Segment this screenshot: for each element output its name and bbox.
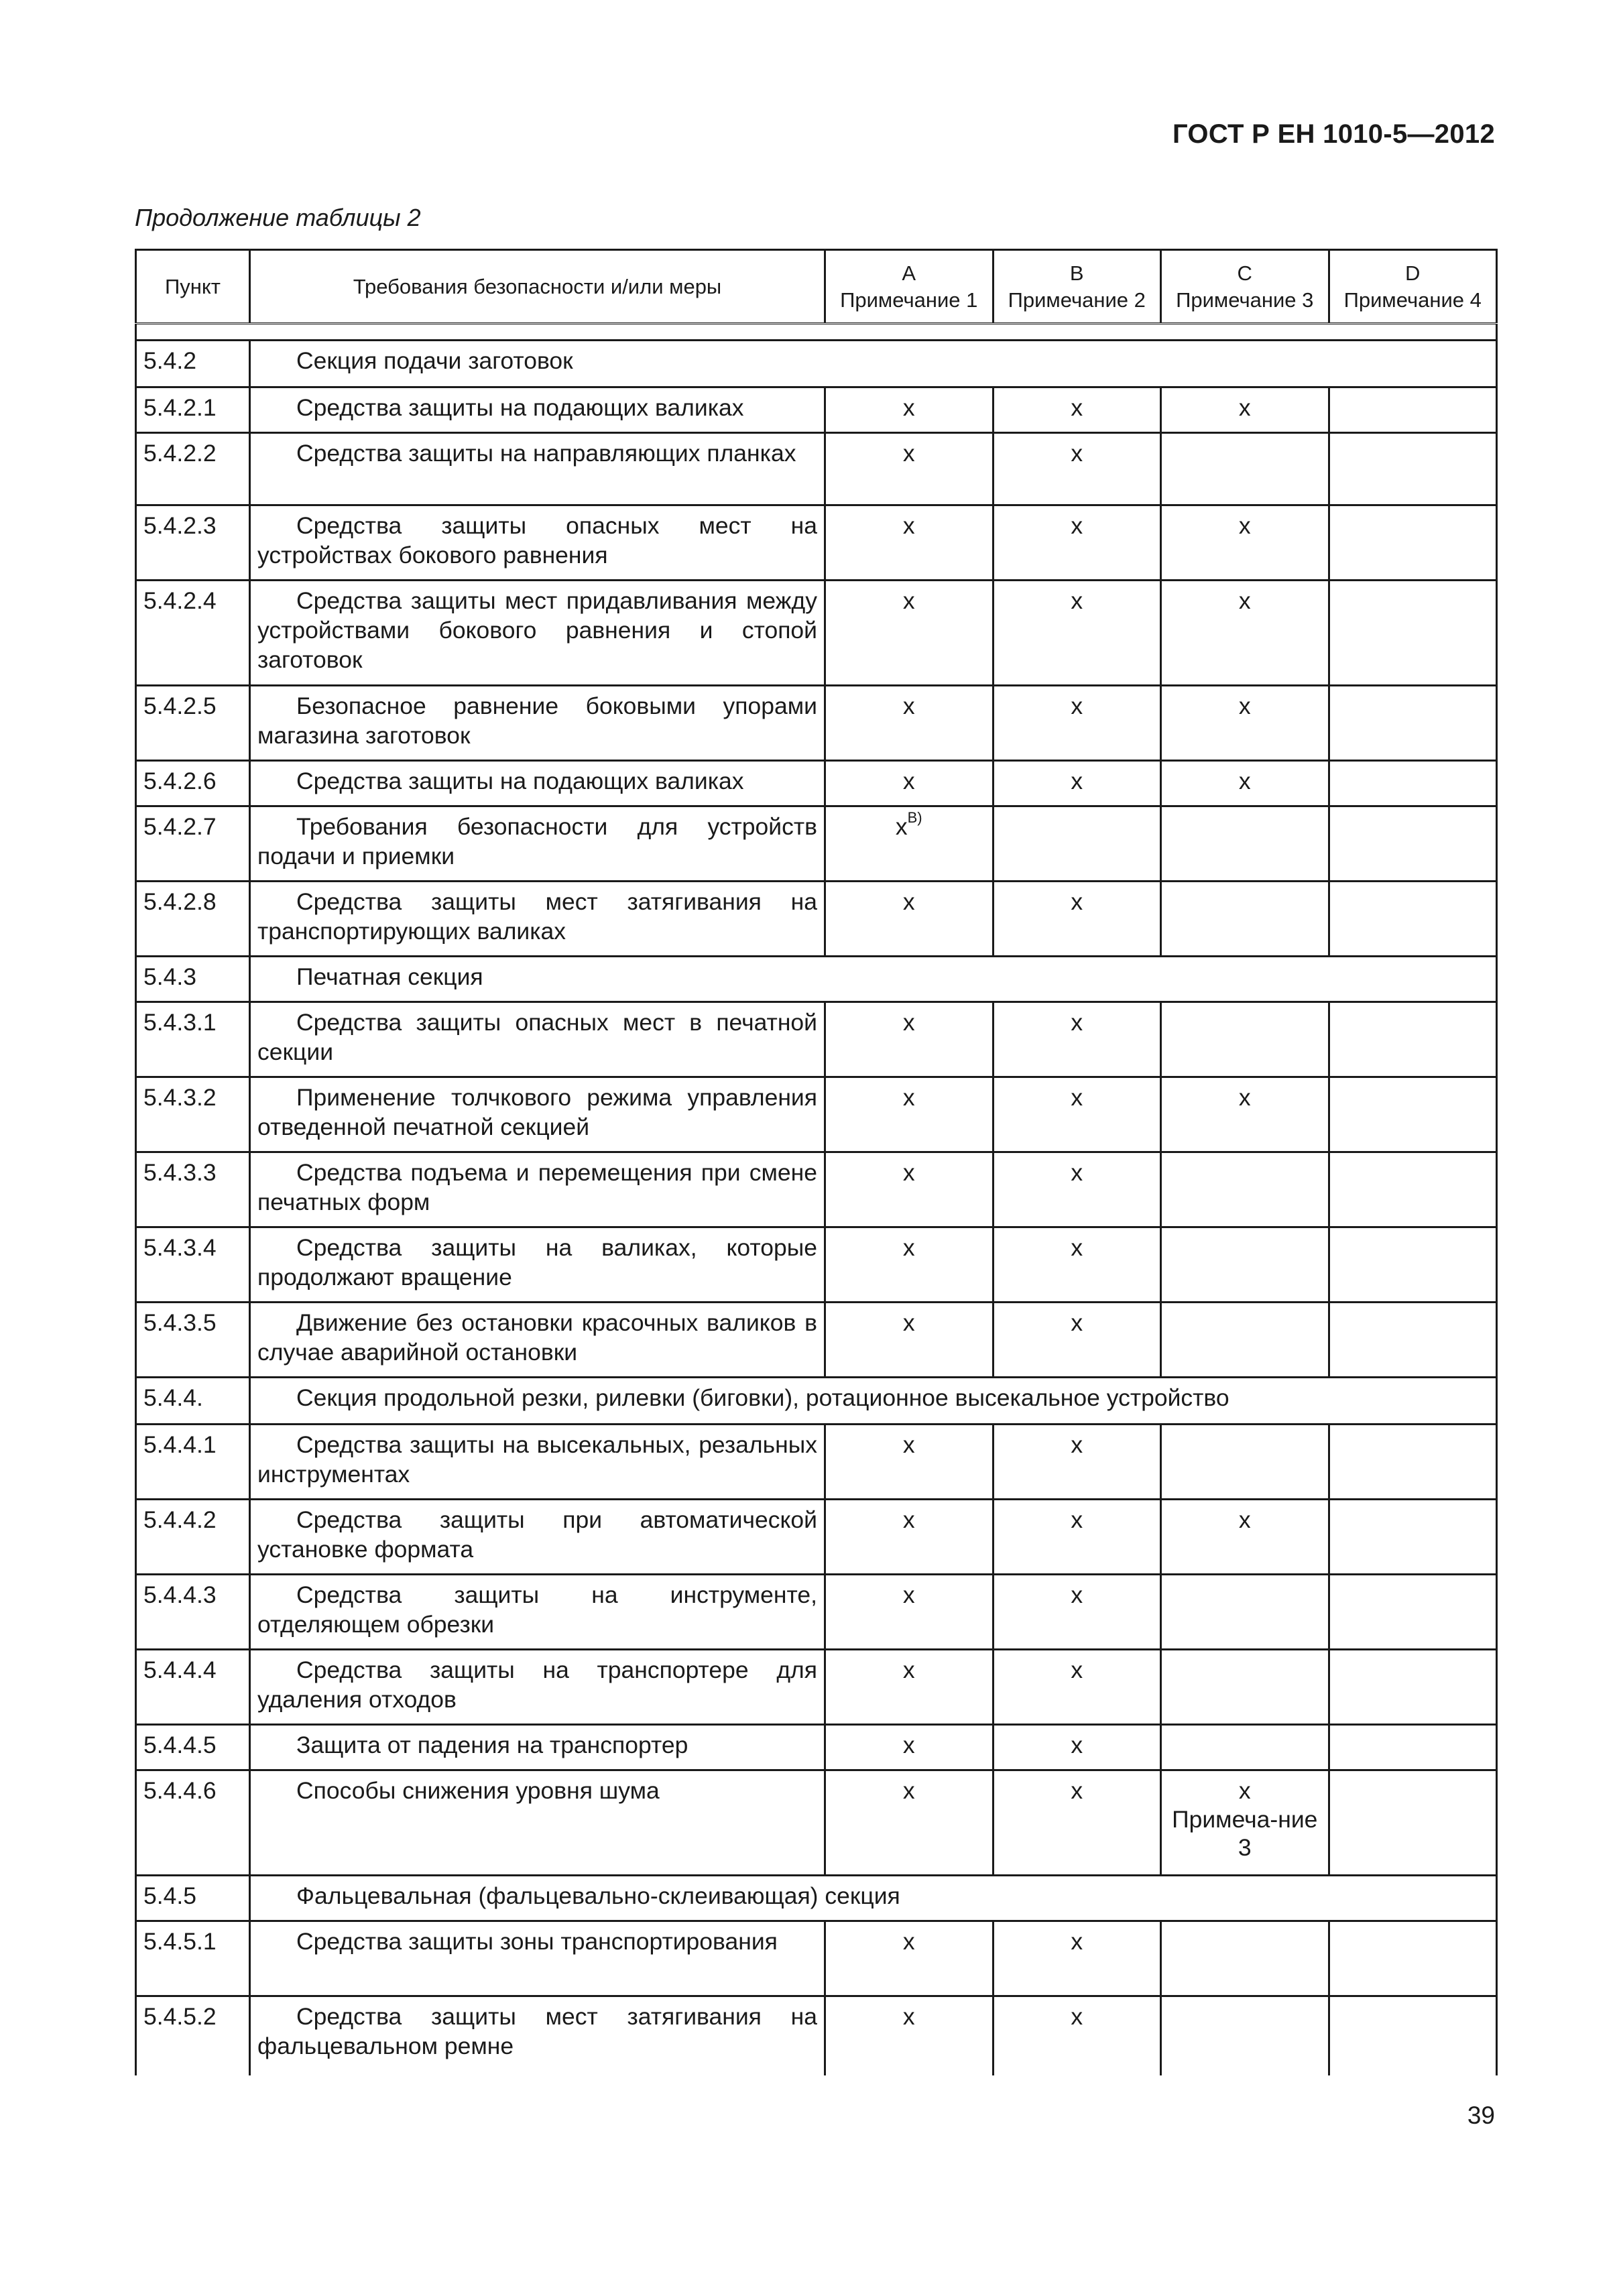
row-number: 5.4.2.3 (136, 505, 250, 581)
table-row (136, 433, 1497, 505)
row-number: 5.4.4.3 (136, 1575, 250, 1650)
mark-x: x (1238, 1506, 1251, 1533)
requirement-text: Средства защиты на направляющих планках (250, 433, 825, 505)
mark-x: x (1071, 1159, 1083, 1186)
mark-x: x (1071, 692, 1083, 719)
table-row (136, 1876, 1497, 1921)
mark-cell-b (993, 1425, 1161, 1500)
mark-x: x (1071, 1581, 1083, 1608)
mark-x: x (902, 692, 915, 719)
mark-cell-b (993, 1650, 1161, 1725)
table-row (136, 1227, 1497, 1303)
mark-cell-c (1161, 581, 1329, 686)
mark-cell-a (825, 1303, 994, 1378)
mark-x: x (1071, 1009, 1083, 1036)
column-header-requirements: Требования безопасности и/или меры (250, 250, 825, 324)
requirement-text: Средства защиты опасных мест на устройствах бокового равнения (250, 505, 825, 581)
mark-cell-c (1161, 1425, 1329, 1500)
mark-cell-d (1329, 387, 1497, 433)
mark-x: x (902, 440, 915, 467)
mark-x: x (902, 1009, 915, 1036)
mark-x: x (902, 1431, 915, 1458)
mark-cell-c (1161, 433, 1329, 505)
mark-x: x (902, 1506, 915, 1533)
mark-x: x (1071, 587, 1083, 614)
mark-x: x (1071, 512, 1083, 539)
column-note: Примечание 4 (1343, 288, 1482, 312)
row-number: 5.4.4.6 (136, 1770, 250, 1876)
column-header-b (993, 250, 1161, 324)
mark-cell-c (1161, 1303, 1329, 1378)
mark-x: x (902, 1581, 915, 1608)
row-number: 5.4.4. (136, 1378, 250, 1425)
mark-cell-d (1329, 806, 1497, 882)
mark-cell-c (1161, 882, 1329, 957)
section-title: Секция продольной резки, рилевки (биговки), ротационное высекальное устройство (250, 1378, 1497, 1425)
mark-x: x (895, 813, 908, 840)
mark-cell-d (1329, 1002, 1497, 1077)
row-number: 5.4.2.8 (136, 882, 250, 957)
requirement-text: Средства защиты на валиках, которые продолжают вращение (250, 1227, 825, 1303)
requirement-text: Защита от падения на транспортер (250, 1725, 825, 1770)
mark-cell-a (825, 1500, 994, 1575)
mark-x: x (1071, 1656, 1083, 1683)
table-header-row (136, 250, 1497, 324)
table-row (136, 1725, 1497, 1770)
mark-x: x (1071, 1506, 1083, 1533)
row-number: 5.4.2.4 (136, 581, 250, 686)
mark-cell-b (993, 1152, 1161, 1227)
requirement-text: Средства защиты на инструменте, отделяющем обрезки (250, 1575, 825, 1650)
mark-cell-d (1329, 1077, 1497, 1152)
mark-cell-d (1329, 686, 1497, 761)
mark-x: x (902, 587, 915, 614)
mark-cell-c (1161, 1500, 1329, 1575)
mark-cell-d (1329, 882, 1497, 957)
mark-cell-d (1329, 1650, 1497, 1725)
table-row (136, 1077, 1497, 1152)
row-number: 5.4.3.2 (136, 1077, 250, 1152)
table-row (136, 1425, 1497, 1500)
requirement-text: Средства защиты на подающих валиках (250, 387, 825, 433)
mark-x: x (1071, 1084, 1083, 1111)
column-note: Примечание 1 (840, 288, 978, 312)
row-number: 5.4.4.2 (136, 1500, 250, 1575)
mark-x: x (902, 512, 915, 539)
mark-cell-d (1329, 761, 1497, 806)
column-letter: B (1069, 261, 1084, 285)
mark-cell-d (1329, 1921, 1497, 1996)
mark-x: x (1238, 1084, 1251, 1111)
mark-x: x (902, 1732, 915, 1758)
row-number: 5.4.2.2 (136, 433, 250, 505)
column-header-a (825, 250, 994, 324)
page-number: 39 (1467, 2102, 1495, 2129)
requirement-text: Средства защиты на транспортере для удаления отходов (250, 1650, 825, 1725)
table-row (136, 1303, 1497, 1378)
mark-cell-b (993, 686, 1161, 761)
row-number: 5.4.2.5 (136, 686, 250, 761)
requirement-text: Средства защиты мест затягивания на транспортирующих валиках (250, 882, 825, 957)
mark-cell-c (1161, 1077, 1329, 1152)
mark-cell-a (825, 1575, 994, 1650)
mark-cell-b (993, 1227, 1161, 1303)
mark-x: x (902, 1234, 915, 1261)
mark-x: x (902, 1928, 915, 1955)
mark-cell-a (825, 761, 994, 806)
mark-cell-a (825, 1002, 994, 1077)
table-row (136, 1500, 1497, 1575)
mark-x: x (902, 1777, 915, 1804)
mark-cell-c (1161, 1575, 1329, 1650)
requirement-text: Средства защиты мест затягивания на фальцевальном ремне (250, 1996, 825, 2075)
mark-cell-a (825, 433, 994, 505)
mark-cell-b (993, 505, 1161, 581)
header-separator (136, 324, 1497, 341)
column-header-c (1161, 250, 1329, 324)
mark-cell-a (825, 686, 994, 761)
row-number: 5.4.5.1 (136, 1921, 250, 1996)
mark-x: x (1071, 768, 1083, 794)
mark-x: x (1238, 512, 1251, 539)
mark-cell-c (1161, 505, 1329, 581)
section-title: Фальцевальная (фальцевально-склеивающая) секция (250, 1876, 1497, 1921)
table-row (136, 1378, 1497, 1425)
row-number: 5.4.2.1 (136, 387, 250, 433)
table-row (136, 1770, 1497, 1876)
mark-cell-b (993, 806, 1161, 882)
requirement-text: Средства защиты зоны транспортирования (250, 1921, 825, 1996)
table-row (136, 882, 1497, 957)
table-row (136, 505, 1497, 581)
table-row (136, 686, 1497, 761)
mark-cell-d (1329, 1152, 1497, 1227)
mark-cell-a (825, 1425, 994, 1500)
mark-cell-d (1329, 1303, 1497, 1378)
table-row (136, 1002, 1497, 1077)
row-number: 5.4.4.1 (136, 1425, 250, 1500)
mark-cell-d (1329, 1575, 1497, 1650)
mark-cell-d (1329, 1725, 1497, 1770)
column-letter: A (902, 261, 916, 285)
mark-cell-b (993, 581, 1161, 686)
mark-x: x (1238, 768, 1251, 794)
mark-x: x (1071, 1928, 1083, 1955)
mark-cell-d (1329, 1500, 1497, 1575)
requirement-text: Требования безопасности для устройств подачи и приемки (250, 806, 825, 882)
requirement-text: Средства защиты при автоматической установке формата (250, 1500, 825, 1575)
column-header-num: Пункт (136, 250, 250, 324)
mark-cell-d (1329, 433, 1497, 505)
table-row (136, 1996, 1497, 2075)
mark-cell-d (1329, 1425, 1497, 1500)
mark-cell-b (993, 882, 1161, 957)
mark-x: x (902, 2003, 915, 2030)
table-row (136, 806, 1497, 882)
mark-cell-c (1161, 1996, 1329, 2075)
row-number: 5.4.5.2 (136, 1996, 250, 2075)
section-title: Печатная секция (250, 957, 1497, 1002)
mark-cell-b (993, 1500, 1161, 1575)
mark-x: x (1071, 888, 1083, 915)
mark-cell-c (1161, 1770, 1329, 1876)
requirement-text: Применение толчкового режима управления отведенной печатной секцией (250, 1077, 825, 1152)
table-row (136, 1152, 1497, 1227)
requirement-text: Движение без остановки красочных валиков в случае аварийной остановки (250, 1303, 825, 1378)
mark-x: x (1238, 587, 1251, 614)
mark-cell-d (1329, 1227, 1497, 1303)
mark-cell-c (1161, 686, 1329, 761)
mark-note: Примеча-ние 3 (1172, 1806, 1318, 1861)
mark-cell-c (1161, 1152, 1329, 1227)
mark-x: x (902, 394, 915, 421)
mark-cell-b (993, 1575, 1161, 1650)
table-row (136, 387, 1497, 433)
mark-cell-a (825, 1921, 994, 1996)
requirement-text: Средства защиты мест придавливания между устройствами бокового равнения и стопой заготовок (250, 581, 825, 686)
row-number: 5.4.4.5 (136, 1725, 250, 1770)
mark-cell-b (993, 1996, 1161, 2075)
mark-x: x (1071, 1309, 1083, 1336)
mark-cell-a (825, 387, 994, 433)
column-letter: C (1237, 261, 1252, 285)
document-code: ГОСТ Р ЕН 1010-5—2012 (1172, 119, 1495, 149)
mark-cell-a (825, 882, 994, 957)
mark-cell-c (1161, 387, 1329, 433)
mark-x: x (1071, 1234, 1083, 1261)
footnote-ref: B) (907, 809, 922, 826)
header-separator-cell (136, 324, 1497, 341)
mark-cell-c (1161, 761, 1329, 806)
mark-cell-b (993, 1770, 1161, 1876)
column-note: Примечание 3 (1176, 288, 1314, 312)
mark-cell-d (1329, 505, 1497, 581)
mark-cell-d (1329, 581, 1497, 686)
table-row (136, 341, 1497, 387)
table-row (136, 1575, 1497, 1650)
row-number: 5.4.5 (136, 1876, 250, 1921)
column-letter: D (1405, 261, 1421, 285)
requirement-text: Способы снижения уровня шума (250, 1770, 825, 1876)
mark-cell-a (825, 581, 994, 686)
mark-x: x (1238, 394, 1251, 421)
table-row (136, 581, 1497, 686)
mark-cell-b (993, 761, 1161, 806)
row-number: 5.4.3 (136, 957, 250, 1002)
mark-cell-a (825, 806, 994, 882)
mark-cell-a (825, 1077, 994, 1152)
requirement-text: Средства защиты на подающих валиках (250, 761, 825, 806)
mark-cell-b (993, 1303, 1161, 1378)
mark-cell-b (993, 1077, 1161, 1152)
mark-cell-a (825, 1770, 994, 1876)
mark-cell-a (825, 505, 994, 581)
mark-x: x (902, 1656, 915, 1683)
mark-cell-c (1161, 1921, 1329, 1996)
mark-x: x (902, 888, 915, 915)
mark-cell-b (993, 387, 1161, 433)
table-row (136, 1921, 1497, 1996)
mark-x: x (902, 768, 915, 794)
row-number: 5.4.2 (136, 341, 250, 387)
mark-cell-c (1161, 1725, 1329, 1770)
mark-cell-a (825, 1996, 994, 2075)
mark-x: x (1238, 1777, 1251, 1804)
requirement-text: Безопасное равнение боковыми упорами магазина заготовок (250, 686, 825, 761)
column-header-d (1329, 250, 1497, 324)
mark-cell-a (825, 1152, 994, 1227)
mark-cell-c (1161, 1227, 1329, 1303)
requirement-text: Средства подъема и перемещения при смене печатных форм (250, 1152, 825, 1227)
table-row (136, 761, 1497, 806)
row-number: 5.4.3.1 (136, 1002, 250, 1077)
mark-x: x (1071, 394, 1083, 421)
requirement-text: Средства защиты на высекальных, резальных инструментах (250, 1425, 825, 1500)
mark-cell-a (825, 1650, 994, 1725)
mark-cell-a (825, 1227, 994, 1303)
mark-x: x (902, 1159, 915, 1186)
mark-cell-a (825, 1725, 994, 1770)
mark-x: x (1238, 692, 1251, 719)
mark-cell-b (993, 1921, 1161, 1996)
requirements-table (135, 249, 1498, 2075)
row-number: 5.4.2.7 (136, 806, 250, 882)
table-caption: Продолжение таблицы 2 (135, 204, 421, 231)
mark-x: x (1071, 2003, 1083, 2030)
column-note: Примечание 2 (1008, 288, 1146, 312)
mark-cell-b (993, 1725, 1161, 1770)
row-number: 5.4.3.4 (136, 1227, 250, 1303)
table-body (136, 341, 1497, 2075)
mark-cell-c (1161, 1650, 1329, 1725)
table-row (136, 1650, 1497, 1725)
row-number: 5.4.3.3 (136, 1152, 250, 1227)
mark-cell-c (1161, 1002, 1329, 1077)
row-number: 5.4.3.5 (136, 1303, 250, 1378)
mark-cell-b (993, 433, 1161, 505)
mark-x: x (1071, 1777, 1083, 1804)
mark-cell-d (1329, 1770, 1497, 1876)
mark-x: x (1071, 1431, 1083, 1458)
mark-x: x (902, 1309, 915, 1336)
requirement-text: Средства защиты опасных мест в печатной секции (250, 1002, 825, 1077)
mark-cell-d (1329, 1996, 1497, 2075)
row-number: 5.4.2.6 (136, 761, 250, 806)
mark-x: x (1071, 440, 1083, 467)
mark-cell-c (1161, 806, 1329, 882)
mark-cell-b (993, 1002, 1161, 1077)
row-number: 5.4.4.4 (136, 1650, 250, 1725)
table-row (136, 957, 1497, 1002)
section-title: Секция подачи заготовок (250, 341, 1497, 387)
mark-x: x (902, 1084, 915, 1111)
mark-x: x (1071, 1732, 1083, 1758)
